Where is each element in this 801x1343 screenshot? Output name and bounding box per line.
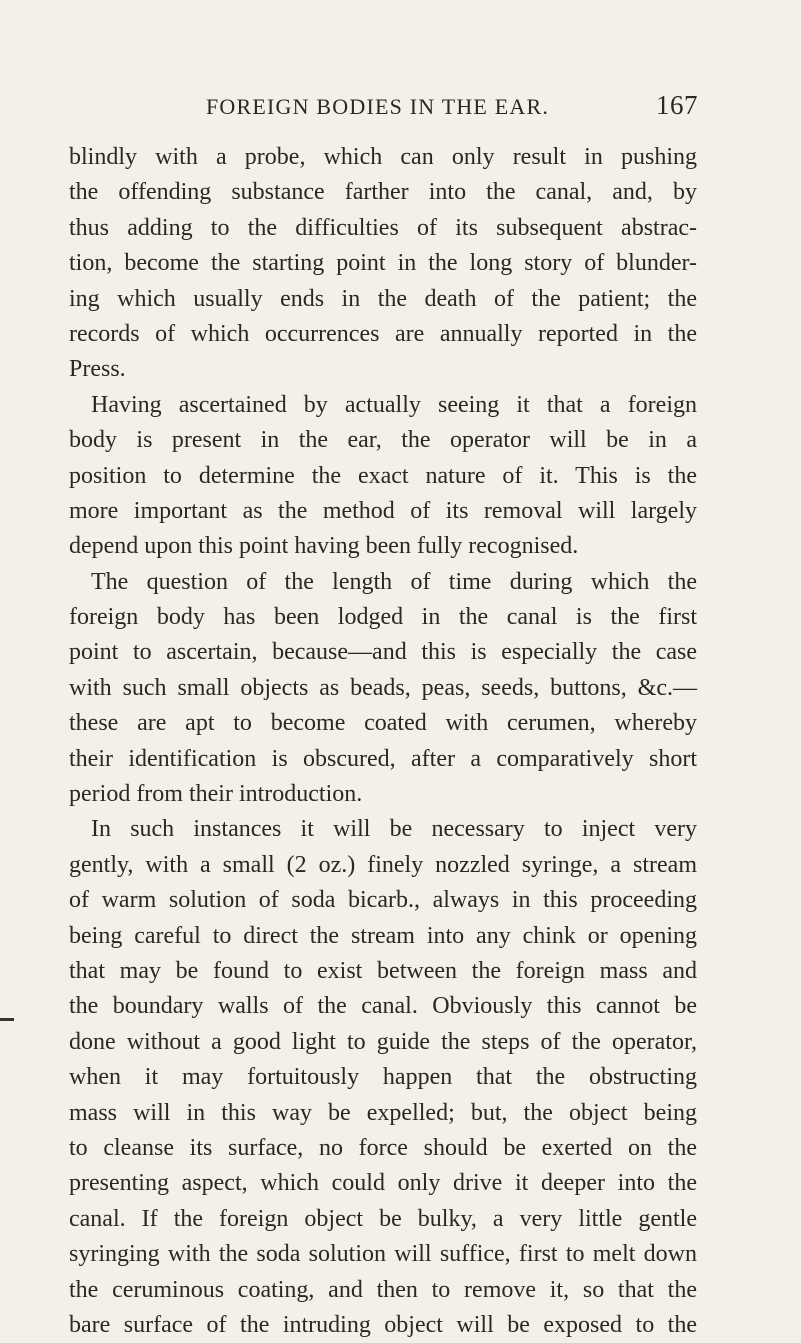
running-title: FOREIGN BODIES IN THE EAR. [206,94,550,119]
text-line: that may be found to exist between the foreign mass and [69,957,697,984]
text-line: period from their introduction. [69,781,363,808]
text-line: of warm solution of soda bicarb., always in this proceeding [69,887,697,914]
text-line: thus adding to the difficulties of its subsequent abstrac- [69,214,697,241]
text-line: position to determine the exact nature of it. This is the [69,462,697,489]
page-number: 167 [656,90,698,120]
text-line: body is present in the ear, the operator will be in a [69,427,697,454]
text-line: presenting aspect, which could only drive it deeper into the [69,1170,697,1197]
body-text [69,140,697,1343]
text-line: the offending substance farther into the canal, and, by [69,179,697,206]
text-line: records of which occurrences are annually reported in the [69,320,697,347]
text-line: with such small objects as beads, peas, seeds, buttons, &c.— [69,674,697,701]
text-line: point to ascertain, because—and this is especially the case [69,639,697,666]
text-line: more important as the method of its removal will largely [69,497,697,524]
text-line: syringing with the soda solution will suffice, first to melt down [69,1241,697,1268]
paragraph-start-line: The question of the length of time during which the [91,568,697,595]
text-line: Press. [69,356,126,383]
text-line: to cleanse its surface, no force should be exerted on the [69,1134,697,1161]
text-line: foreign body has been lodged in the canal is the first [69,604,697,631]
text-line: ing which usually ends in the death of the patient; the [69,285,697,312]
running-head [0,86,801,126]
text-line: the boundary walls of the canal. Obviously this cannot be [69,993,697,1020]
text-line: bare surface of the intruding object will be exposed to the [69,1311,697,1338]
text-line: done without a good light to guide the steps of the operator, [69,1028,697,1055]
text-line: the ceruminous coating, and then to remove it, so that the [69,1276,697,1303]
paragraph-start-line: Having ascertained by actually seeing it that a foreign [91,391,697,418]
page-edge-mark [0,1018,14,1021]
text-line: when it may fortuitously happen that the obstructing [69,1064,697,1091]
text-line: canal. If the foreign object be bulky, a very little gentle [69,1205,697,1232]
paragraph-start-line: In such instances it will be necessary to inject very [91,816,697,843]
text-line: being careful to direct the stream into any chink or opening [69,922,697,949]
text-line: these are apt to become coated with cerumen, whereby [69,710,697,737]
text-line: mass will in this way be expelled; but, the object being [69,1099,697,1126]
text-line: gently, with a small (2 oz.) finely nozzled syringe, a stream [69,851,697,878]
text-line: tion, become the starting point in the long story of blunder- [69,250,697,277]
text-line: blindly with a probe, which can only result in pushing [69,144,697,170]
text-line: depend upon this point having been fully recognised. [69,533,579,560]
text-line: their identification is obscured, after a comparatively short [69,745,697,772]
